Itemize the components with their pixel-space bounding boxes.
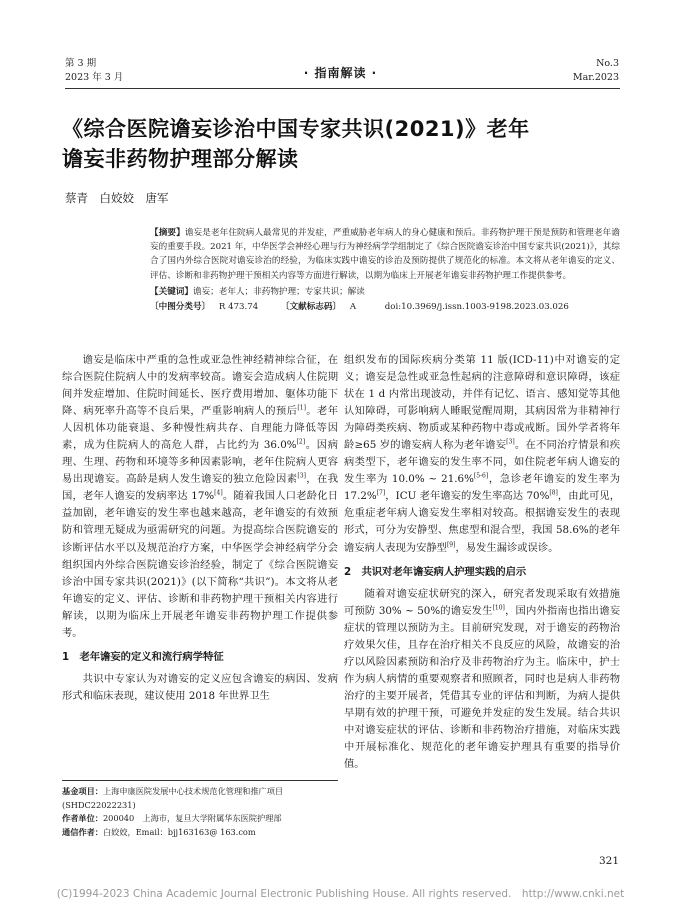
header-date-cn: 2023 年 3 月	[65, 72, 124, 83]
ref-3: [3]	[297, 472, 306, 480]
ref-7: [7]	[376, 489, 386, 497]
footnote-rule	[62, 780, 338, 781]
ref-10: [10]	[492, 604, 505, 612]
doi: doi:10.3969/j.issn.1003-9198.2023.03.026	[384, 302, 569, 313]
fund-line: 基金项目：上海申康医院发展中心技术规范化管理和推广项目(SHDC22022231)	[62, 786, 284, 810]
intro-paragraph: 谵妄是临床中严重的急性或亚急性神经精神综合征，在综合医院住院病人中的发病率较高。谵妄会造成病人住院期间并发症增加、住院时间延长、医疗费用增加、躯体功能下降、病死率升高等不良后果，严重影响病人的预后[1]。老年人因机体功能衰退、多种慢性病共存、自理能力降低等因素，成为住院病人的高危人群，占比约为 36.0%[2]。因病理、生理、药物和环境等多种因素影响，老年住院病人更容易出现谵妄。高龄是病人发生谵妄的独立危险因素[3]，在我国，老年人谵妄的发病率达 17%[4]。随着我国人口老龄化日益加剧，老年谵妄的发生率也越来越高，老年谵妄的有效预防和管理无疑成为亟需研究的问题。为提高综合医院谵妄的诊断评估水平以及规范治疗方案，中华医学会神经病学分会组织国内外综合医院谵妄诊治经验，制定了《综合医院谵妄诊治中国专家共识(2021)》(以下简称“共识”)。本文将从老年谵妄的定义、评估、诊断和非药物护理干预相关内容进行解读，以期为临床上开展老年谵妄非药物护理工作提供参考。	[62, 354, 339, 639]
ref-8: [8]	[549, 489, 558, 497]
page-number: 321	[598, 855, 619, 867]
section-2-heading: 2 共识对老年谵妄病人护理实践的启示	[344, 565, 527, 578]
ref-2: [2]	[296, 438, 306, 446]
abstract-label: 【摘要】	[150, 228, 185, 238]
ref-3b: [3]	[506, 438, 515, 446]
copyright-line: (C)1994-2023 China Academic Journal Electronic Publishing House. All rights reserved. http://www.cnki.net	[56, 888, 625, 900]
header-column-title: · 指南解读 ·	[303, 66, 378, 80]
abstract-block	[150, 226, 620, 314]
left-column	[62, 352, 338, 705]
authors: 蔡青 白姣姣 唐军	[65, 191, 169, 205]
clc-label: 〔中图分类号〕	[150, 302, 211, 313]
keywords-label: 【关键词】	[150, 286, 193, 297]
header-issue-en: No.3	[596, 58, 619, 69]
corresponding-line: 通信作者：白姣姣，Email：bjj163163@ 163.com	[62, 826, 256, 837]
abstract	[150, 226, 620, 283]
title-line-2: 谵妄非药物护理部分解读	[62, 147, 299, 171]
title-line-1: 《综合医院谵妄诊治中国专家共识(2021)》老年	[62, 117, 530, 141]
doc-label: 〔文献标志码〕	[280, 302, 342, 313]
ref-5-6: [5-6]	[473, 472, 489, 480]
ref-9: [9]	[446, 541, 456, 549]
abstract-text: 谵妄是老年住院病人最常见的并发症，严重威胁老年病人的身心健康和预后。非药物护理干预是预防和管理老年谵妄的重要手段。2021 年，中华医学会神经心理与行为神经病学学组制定了《综合医院谵妄诊治中国专家共识(2021)》，其综合了国内外综合医院对谵妄诊治的经验，为临床实践中谵妄的诊治及预防提供了规范化的标准。本文将从老年谵妄的定义、评估、诊断和非药物护理干预相关内容等方面进行解读，以期为临床上开展老年谵妄非药物护理工作提供参考。	[150, 228, 620, 281]
clc-value: R 473.74	[218, 302, 259, 313]
section-1-paragraph: 共识中专家认为对谵妄的定义应包含谵妄的病因、发病形式和临床表现，建议使用 2018 年世界卫生	[62, 672, 338, 702]
footnote	[62, 785, 338, 839]
header-issue-cn: 第 3 期	[65, 58, 97, 69]
section-1-heading: 1 老年谵妄的定义和流行病学特征	[62, 650, 224, 663]
section-2-paragraph: 随着对谵妄症状研究的深入，研究者发现采取有效措施可预防 30% ~ 50%的谵妄发生[10]，国内外指南也指出谵妄症状的管理以预防为主。目前研究发现，对于谵妄的药物治疗效果欠佳，且存在治疗相关不良反应的风险，故谵妄的治疗以风险因素预防和治疗及非药物治疗为主。临床中，护士作为病人病情的重要观察者和照顾者，同时也是病人非药物治疗的主要开展者，凭借其专业的评估和判断，为病人提供早期有效的护理干预，可避免并发症的发生发展。结合共识中对谵妄症状的评估、诊断和非药物治疗措施，对临床实践中开展标准化、规范化的老年谵妄护理具有重要的指导价值。	[344, 587, 620, 771]
doc-value: A	[349, 302, 357, 313]
article-title	[62, 114, 632, 174]
right-column	[344, 352, 620, 773]
unit-line: 作者单位：200040 上海市，复旦大学附属华东医院护理部	[62, 813, 282, 824]
definition-paragraph: 组织发布的国际疾病分类第 11 版(ICD-11)中对谵妄的定义；谵妄是急性或亚急性起病的注意障碍和意识障碍，该症状在 1 d 内常出现波动，并伴有记忆、语言、感知觉等其他认知障碍，可影响病人睡眠觉醒周期，其病因常为非精神行为障碍类疾病、物质或某种药物中毒或戒断。国外学者将年龄≥65 岁的谵妄病人称为老年谵妄[3]。在不同治疗情景和疾病类型下，老年谵妄的发生率不同，如住院老年病人谵妄的发生率为 10.0% ~ 21.6%[5-6]，急诊老年谵妄的发生率为 17.2%[7]，ICU 老年谵妄的发生率高达 70%[8]，由此可见，危重症老年病人谵妄发生率相对较高。根据谵妄发生的表现形式，可分为安静型、焦虑型和混合型，我国 58.6%的老年谵妄病人表现为安静型[9]，易发生漏诊或误诊。	[344, 354, 621, 554]
ref-1: [1]	[297, 404, 306, 412]
header-rule	[65, 88, 620, 89]
keywords	[150, 285, 620, 299]
header-date-en: Mar.2023	[572, 72, 619, 83]
keywords-text: 谵妄；老年人；非药物护理；专家共识；解读	[192, 286, 365, 297]
classification-line	[150, 300, 620, 314]
ref-4: [4]	[214, 489, 223, 497]
